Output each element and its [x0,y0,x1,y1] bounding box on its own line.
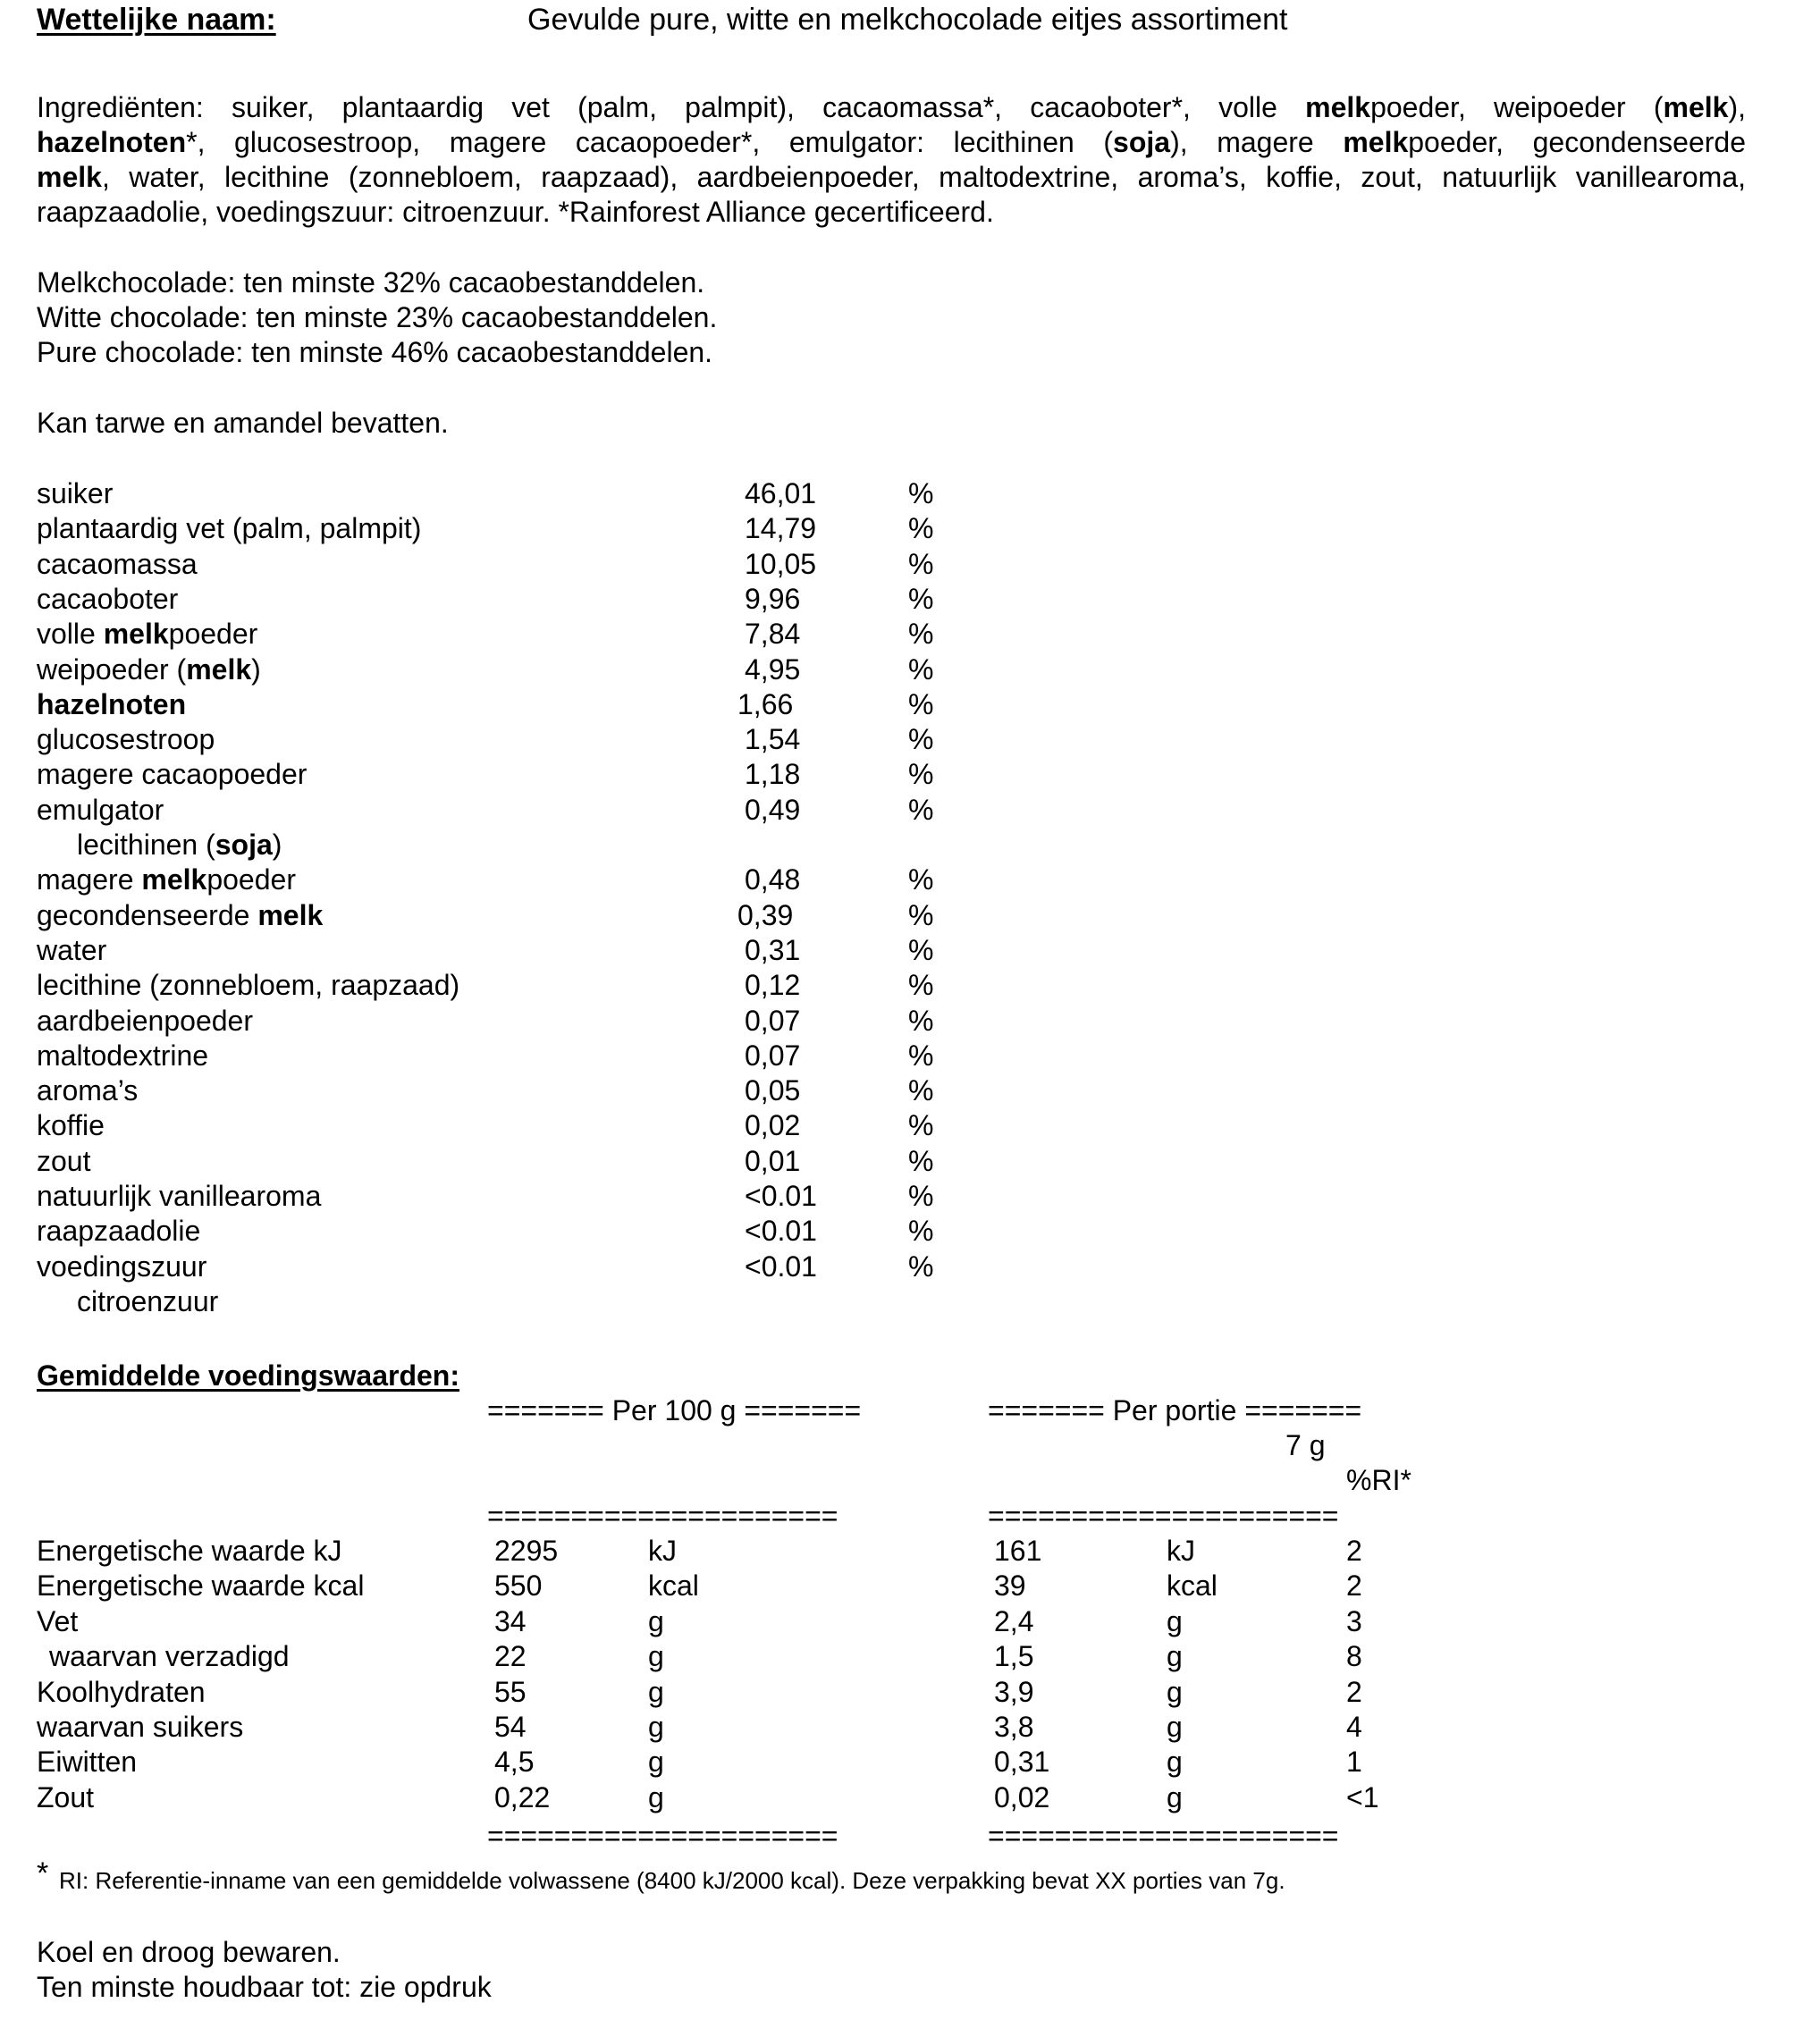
text-run: zout [37,1144,91,1177]
cocoa-content-milk: Melkchocolade: ten minste 32% cacaobestanddelen. [37,266,705,299]
ingredient-name [37,581,178,617]
nutrient-value-per-100g: 34 [494,1604,527,1637]
ingredient-percentage: 0,12 [745,969,801,1002]
ingredient-percentage: 1,54 [745,723,801,756]
ingredient-name [37,475,113,511]
ingredient-percentage-unit: % [908,723,934,756]
legal-name-label: Wettelijke naam: [37,3,276,37]
ingredient-name [37,756,307,792]
ingredient-percentage-unit: % [908,618,934,651]
nutrient-value-per-100g: 22 [494,1640,527,1673]
text-run: cacaomassa [37,547,198,580]
text-run: lecithine (zonnebloem, raapzaad) [37,969,460,1002]
text-run: plantaardig vet (palm, palmpit) [37,512,422,545]
ingredient-percentage: 1,66 [737,687,794,720]
allergen-text: melk [37,161,102,193]
nutrient-unit-per-portion: g [1167,1604,1183,1637]
nutrient-value-per-portion: 1,5 [994,1640,1034,1673]
ingredient-percentage-unit: % [908,652,934,686]
nutrient-label: waarvan verzadigd [49,1640,290,1673]
text-run: natuurlijk vanillearoma [37,1180,322,1212]
ingredient-percentage: 0,07 [745,1039,801,1072]
ingredient-percentage: 0,48 [745,863,801,896]
nutrition-title: Gemiddelde voedingswaarden: [37,1359,459,1392]
nutrient-ri-percentage: 4 [1346,1711,1362,1743]
text-run: water [37,933,107,966]
allergen-text: melk [141,863,207,896]
text-run: Ingrediënten: suiker, plantaardig vet (palm, palmpit), cacaomassa*, cacaoboter*, volle [37,91,1306,123]
ingredient-percentage: <0.01 [745,1250,817,1283]
text-run: aardbeienpoeder [37,1004,253,1037]
ingredient-name [37,546,198,582]
nutrient-label: Zout [37,1780,95,1813]
nutrient-unit-per-portion: g [1167,1711,1183,1743]
nutrient-value-per-100g: 54 [494,1711,527,1743]
nutrition-ri-header: %RI* [1346,1464,1411,1496]
ingredient-name [37,967,459,1003]
ingredient-name [37,1107,105,1143]
ingredient-percentage-unit: % [908,547,934,580]
text-run: weipoeder ( [37,652,187,686]
ingredient-percentage-unit: % [908,1144,934,1177]
ingredient-name [37,1143,90,1179]
nutrient-unit-per-100g: g [648,1675,664,1708]
text-run: poeder, gecondenseerde [1408,126,1747,158]
ingredient-percentage: 0,02 [745,1109,801,1142]
nutrient-label: Eiwitten [37,1746,138,1779]
ingredient-percentage-unit: % [908,863,934,896]
nutrient-value-per-portion: 0,31 [994,1746,1050,1779]
nutrient-ri-percentage: 2 [1346,1569,1362,1603]
nutrient-value-per-portion: 161 [994,1535,1042,1567]
allergen-text: melk [103,618,169,651]
cocoa-content-dark: Pure chocolade: ten minste 46% cacaobestanddelen. [37,336,713,368]
text-run: poeder, weipoeder ( [1370,91,1664,123]
text-run: ), [1728,91,1747,123]
ingredient-percentage: 10,05 [745,547,817,580]
ingredient-name [37,686,186,722]
ingredients-line [37,159,1746,195]
nutrient-unit-per-portion: g [1167,1675,1183,1708]
nutrient-unit-per-portion: g [1167,1780,1183,1813]
nutrient-value-per-portion: 3,9 [994,1675,1034,1708]
nutrient-unit-per-portion: kcal [1167,1569,1218,1603]
nutrient-label: waarvan suikers [37,1711,244,1743]
ingredients-line [37,89,1746,125]
ingredient-name [37,1073,138,1108]
ingredient-percentage-unit: % [908,1004,934,1037]
ingredient-percentage: 0,05 [745,1074,801,1107]
ingredient-name [37,721,215,757]
allergen-text: melk [1305,91,1371,123]
nutrient-value-per-portion: 2,4 [994,1604,1034,1637]
nutrient-unit-per-portion: g [1167,1640,1183,1673]
nutrient-label: Koolhydraten [37,1675,206,1708]
footnote-asterisk: * [37,1856,49,1890]
ingredient-percentage-unit: % [908,512,934,545]
nutrient-ri-percentage: <1 [1346,1780,1379,1813]
text-run: koffie [37,1109,105,1142]
ingredient-percentage-unit: % [908,582,934,615]
allergen-text: hazelnoten [37,126,187,158]
ingredient-percentage: 7,84 [745,618,801,651]
nutrient-value-per-portion: 3,8 [994,1711,1034,1743]
ingredient-name [37,510,421,546]
nutrition-separator-bottom-portion: ===================== [988,1820,1339,1852]
allergen-text: soja [215,829,273,861]
text-run: cacaoboter [37,582,179,615]
ingredient-percentage: 0,01 [745,1144,801,1177]
ingredient-percentage-unit: % [908,687,934,720]
ingredient-name [37,1003,253,1039]
ingredient-percentage: 0,31 [745,933,801,966]
text-run: poeder [206,863,296,896]
text-run: magere cacaopoeder [37,758,308,791]
nutrient-value-per-100g: 55 [494,1675,527,1708]
nutrient-label: Vet [37,1604,79,1637]
nutrient-ri-percentage: 3 [1346,1604,1362,1637]
ingredient-name [77,827,282,863]
text-run: raapzaadolie, voedingszuur: citroenzuur. *Rainforest Alliance gecertificeerd. [37,196,994,228]
ingredient-percentage: 4,95 [745,652,801,686]
text-run: ) [251,652,261,686]
text-run: ) [272,829,282,861]
ingredient-name [37,897,323,933]
nutrient-ri-percentage: 2 [1346,1675,1362,1708]
text-run: maltodextrine [37,1039,209,1072]
ingredient-percentage: <0.01 [745,1215,817,1248]
ingredient-name [37,862,296,897]
ingredient-name [37,1213,200,1249]
ingredient-percentage: 1,18 [745,758,801,791]
nutrient-unit-per-100g: g [648,1746,664,1779]
nutrient-value-per-portion: 0,02 [994,1780,1050,1813]
ingredient-name [37,1249,206,1284]
allergen-text: melk [1343,126,1409,158]
ingredient-percentage-unit: % [908,1074,934,1107]
text-run: glucosestroop [37,723,215,756]
nutrient-value-per-100g: 0,22 [494,1780,551,1813]
ingredient-percentage-unit: % [908,969,934,1002]
ingredient-percentage-unit: % [908,793,934,826]
allergen-text: melk [1663,91,1729,123]
text-run: *, glucosestroop, magere cacaopoeder*, emulgator: lecithinen ( [186,126,1114,158]
ingredient-percentage: 0,39 [737,898,794,931]
nutrient-unit-per-portion: g [1167,1746,1183,1779]
ingredient-percentage-unit: % [908,1180,934,1212]
text-run: ), magere [1170,126,1344,158]
ingredient-name [37,616,257,652]
nutrient-value-per-100g: 2295 [494,1535,559,1567]
ingredient-name [77,1283,218,1319]
nutrient-unit-per-portion: kJ [1167,1535,1195,1567]
ingredient-percentage: 9,96 [745,582,801,615]
text-run: citroenzuur [77,1284,219,1317]
nutrition-header-per-100g: ======= Per 100 g ======= [487,1394,862,1426]
allergen-text: melk [257,898,324,931]
ingredients-line [37,194,994,230]
ingredient-name [37,1178,321,1214]
ingredient-name [37,792,164,828]
nutrition-separator-top-portion: ===================== [988,1500,1339,1532]
best-before: Ten minste houdbaar tot: zie opdruk [37,1971,492,2003]
nutrient-unit-per-100g: kcal [648,1569,699,1603]
nutrient-ri-percentage: 1 [1346,1746,1362,1779]
ingredient-percentage-unit: % [908,1215,934,1248]
ingredient-percentage: <0.01 [745,1180,817,1212]
nutrition-separator-top-100g: ===================== [487,1500,838,1532]
ingredient-percentage: 14,79 [745,512,817,545]
text-run: gecondenseerde [37,898,258,931]
ingredient-percentage: 46,01 [745,477,817,509]
nutrient-label: Energetische waarde kcal [37,1569,365,1603]
footnote-ri: RI: Referentie-inname van een gemiddelde volwassene (8400 kJ/2000 kcal). Deze verpakking bevat XX porties van 7g. [59,1867,1285,1894]
nutrient-unit-per-100g: g [648,1780,664,1813]
allergen-text: melk [186,652,252,686]
ingredient-name [37,1038,208,1073]
ingredient-percentage-unit: % [908,1250,934,1283]
nutrient-unit-per-100g: g [648,1711,664,1743]
storage-instructions: Koel en droog bewaren. [37,1936,341,1968]
nutrition-portion-size: 7 g [1285,1429,1326,1461]
text-run: voedingszuur [37,1250,207,1283]
ingredient-percentage-unit: % [908,1109,934,1142]
nutrition-separator-bottom-100g: ===================== [487,1820,838,1852]
cocoa-content-white: Witte chocolade: ten minste 23% cacaobestanddelen. [37,301,718,333]
ingredient-percentage-unit: % [908,1039,934,1072]
allergen-text: soja [1113,126,1171,158]
text-run: raapzaadolie [37,1215,201,1248]
nutrient-ri-percentage: 2 [1346,1535,1362,1567]
text-run: magere [37,863,142,896]
text-run: , water, lecithine (zonnebloem, raapzaad), aardbeienpoeder, maltodextrine, aroma’s, koffie, zout, natuurlijk vanillearoma, [101,161,1746,193]
nutrition-header-per-portion: ======= Per portie ======= [988,1394,1362,1426]
text-run: lecithinen ( [77,829,215,861]
ingredients-line [37,124,1746,160]
ingredient-percentage: 0,07 [745,1004,801,1037]
nutrient-value-per-100g: 4,5 [494,1746,535,1779]
nutrient-ri-percentage: 8 [1346,1640,1362,1673]
nutrient-value-per-100g: 550 [494,1569,543,1603]
text-run: suiker [37,477,114,509]
ingredient-percentage-unit: % [908,758,934,791]
nutrient-unit-per-100g: g [648,1640,664,1673]
allergen-text: hazelnoten [37,687,187,720]
ingredient-percentage-unit: % [908,933,934,966]
text-run: poeder [168,618,258,651]
allergen-may-contain: Kan tarwe en amandel bevatten. [37,407,449,439]
text-run: aroma’s [37,1074,139,1107]
ingredient-name [37,652,261,687]
ingredient-name [37,932,106,968]
ingredient-percentage-unit: % [908,898,934,931]
nutrient-unit-per-100g: g [648,1604,664,1637]
nutrient-value-per-portion: 39 [994,1569,1026,1603]
text-run: emulgator [37,793,164,826]
legal-name-value: Gevulde pure, witte en melkchocolade eitjes assortiment [527,3,1288,37]
nutrient-unit-per-100g: kJ [648,1535,677,1567]
ingredient-percentage-unit: % [908,477,934,509]
nutrient-label: Energetische waarde kJ [37,1535,342,1567]
ingredient-percentage: 0,49 [745,793,801,826]
text-run: volle [37,618,104,651]
